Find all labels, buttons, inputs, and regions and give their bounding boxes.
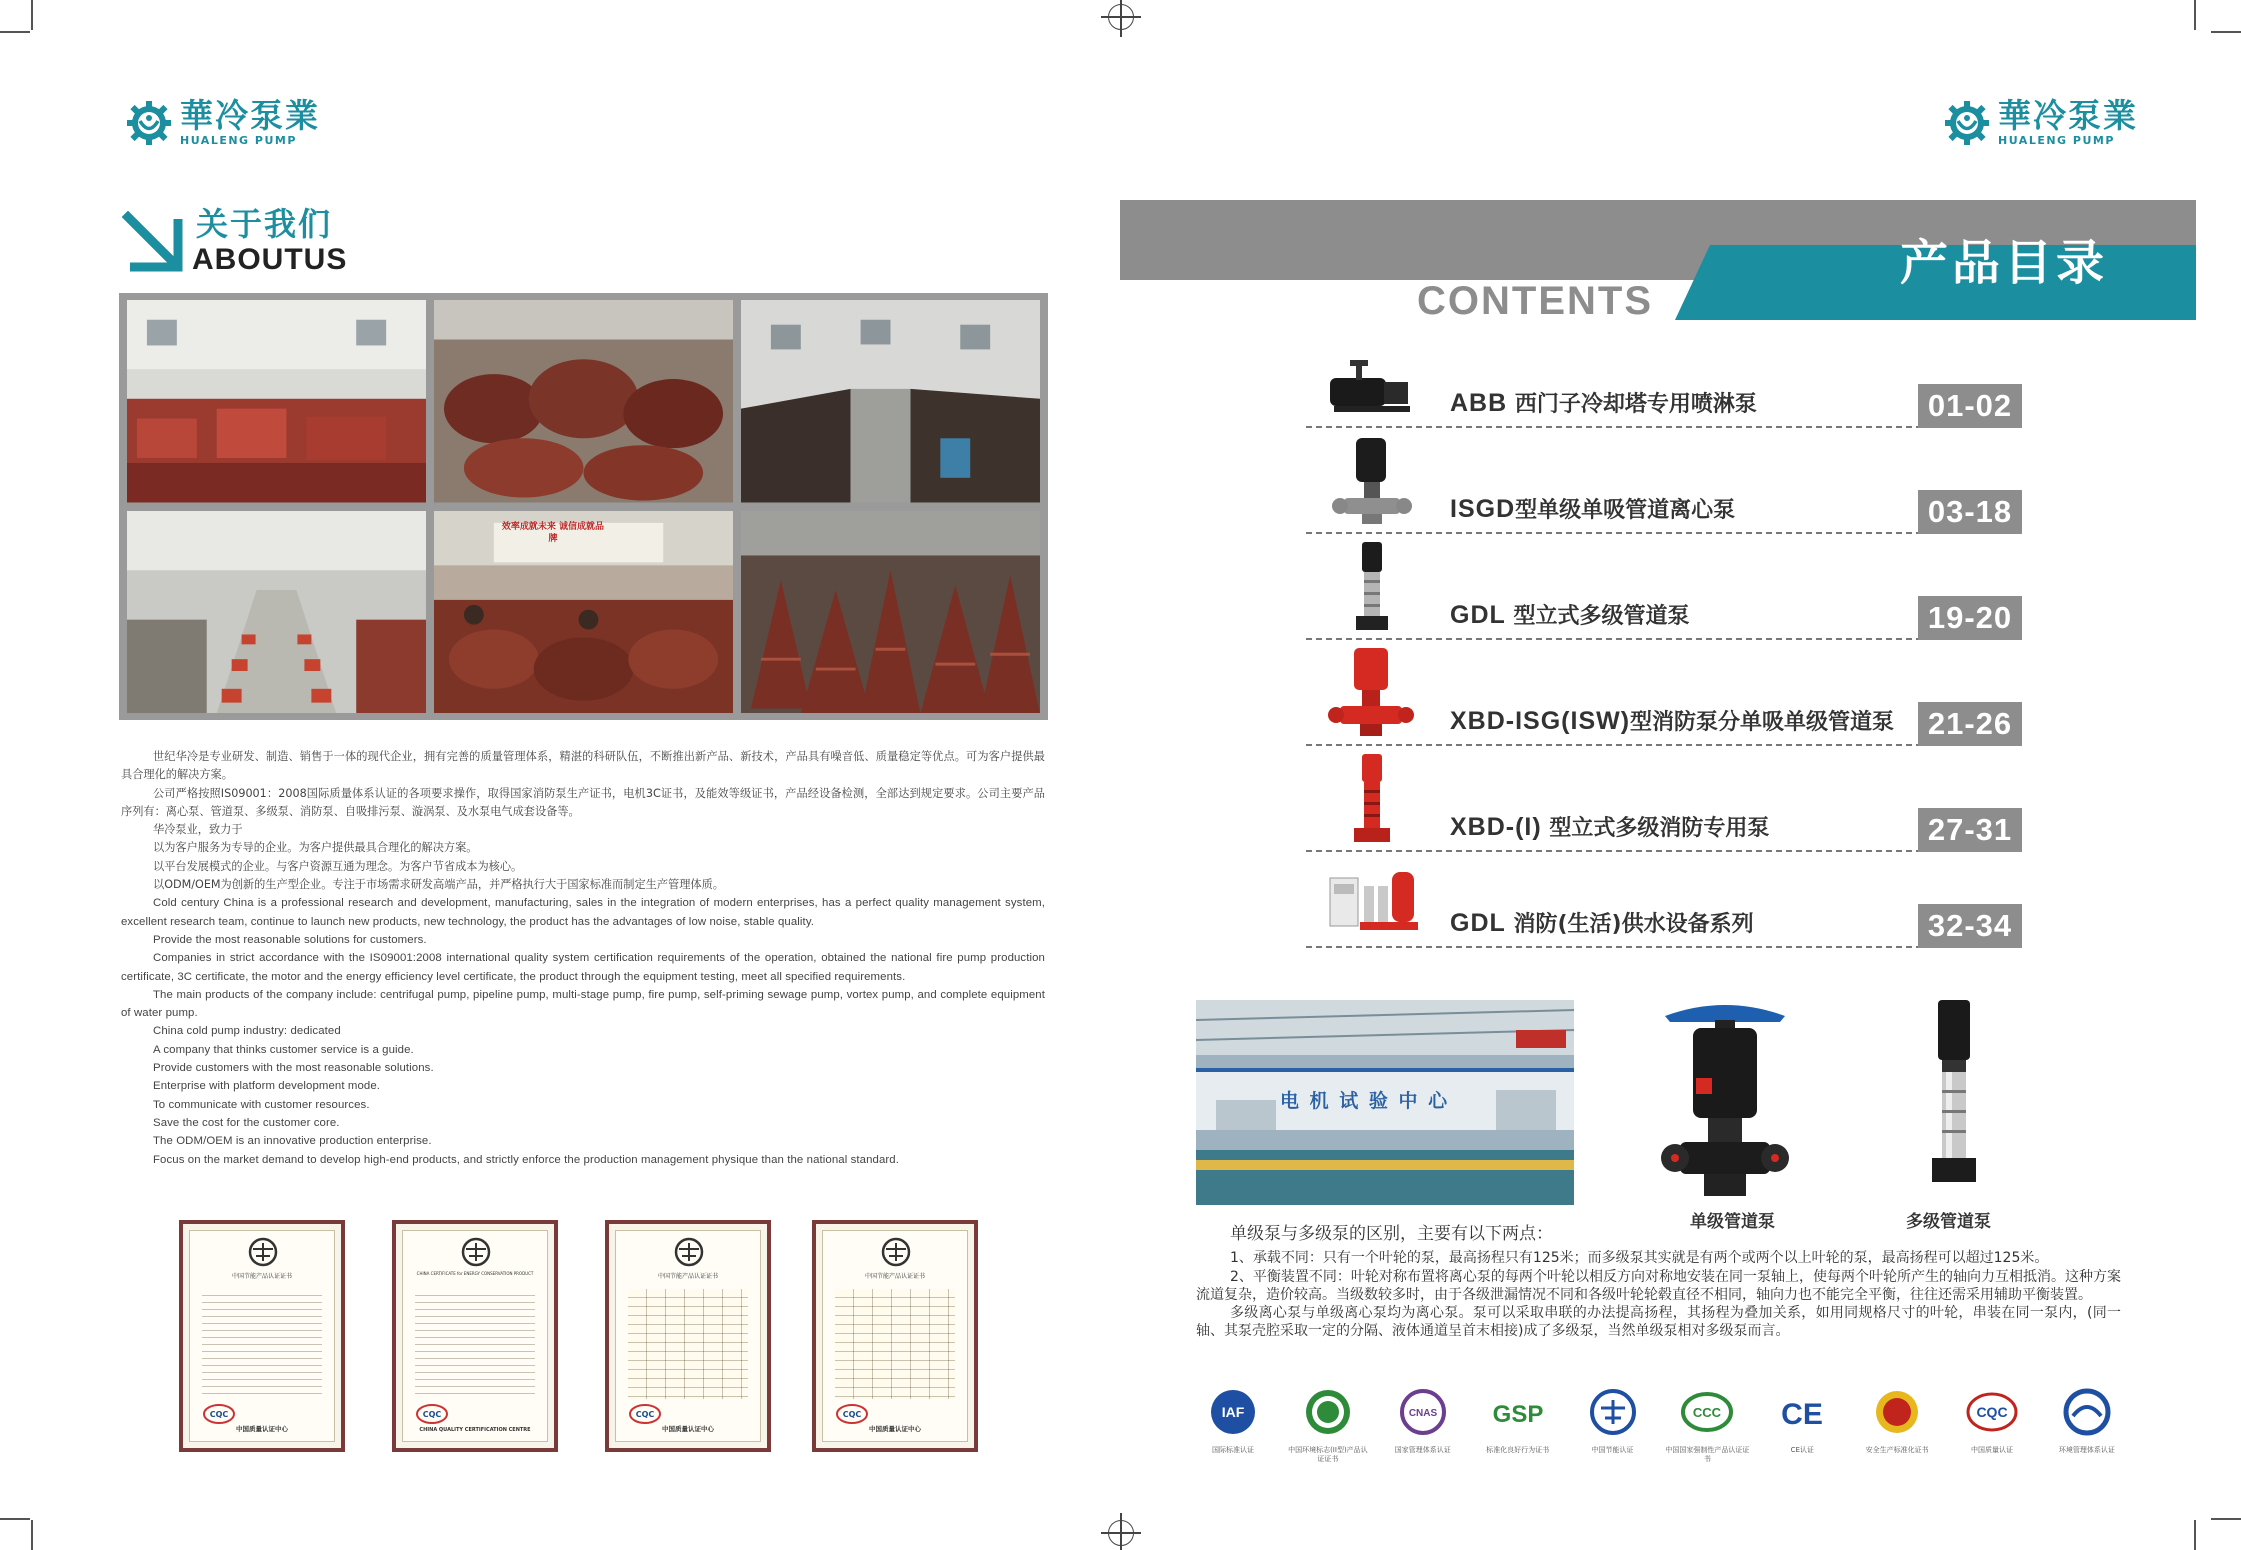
badge-cnas (1380, 1388, 1466, 1468)
single-stage-pump-image (1660, 998, 1790, 1203)
cqc-stamp-icon (628, 1403, 662, 1425)
toc-leader (1306, 946, 1922, 948)
factory-slogan-banner: 效率成就未来 诚信成就品牌 (501, 521, 605, 544)
toc-model: GDL (1450, 601, 1506, 629)
factory-photo-grid (119, 293, 1048, 720)
fire-pipeline-pump-icon (1326, 646, 1418, 742)
crop-mark (0, 31, 30, 33)
svg-text:CCC: CCC (1693, 1405, 1722, 1420)
pipeline-pump-icon (1326, 434, 1418, 530)
certificate-body (202, 1289, 322, 1399)
toc-name: 西门子冷却塔专用喷淋泵 (1514, 392, 1757, 417)
badge-label: 中国质量认证 (1971, 1446, 2013, 1454)
environmental-label-icon (1301, 1388, 1355, 1436)
svg-text:CQC: CQC (209, 1410, 229, 1419)
registration-mark (1108, 4, 1134, 30)
toc-pages: 19-20 (1918, 596, 2022, 640)
badge-ce (1759, 1388, 1845, 1468)
gear-logo-icon (126, 100, 172, 146)
badge-energy-saving (1570, 1388, 1656, 1468)
crop-mark (2211, 31, 2241, 33)
toc-pages: 32-34 (1918, 904, 2022, 948)
horizontal-pump-icon (1326, 344, 1418, 424)
toc-name: 型单级单吸管道离心泵 (1515, 498, 1736, 523)
intro-paragraph: 以平台发展模式的企业。与客户资源互通为理念。为客户节省成本为核心。 (153, 859, 523, 873)
badge-label: 安全生产标准化证书 (1865, 1446, 1929, 1454)
svg-text:IAF: IAF (1221, 1404, 1245, 1420)
toc-label (1450, 387, 1757, 418)
cqc-stamp-icon (835, 1403, 869, 1425)
cnas-icon (1396, 1388, 1450, 1436)
badge-env-management (2044, 1388, 2130, 1468)
toc-item[interactable] (1306, 534, 2022, 640)
ccc-icon (1680, 1388, 1734, 1436)
intro-paragraph: Provide customers with the most reasonable solutions. (153, 1062, 434, 1075)
gsp-icon (1491, 1388, 1545, 1436)
intro-paragraph: China cold pump industry: dedicated (153, 1025, 341, 1038)
badge-label: 中国环境标志(II型)产品认证证书 (1288, 1446, 1368, 1463)
certificate-body (415, 1289, 535, 1399)
certification-emblem-icon (458, 1237, 494, 1267)
toc-item[interactable] (1306, 640, 2022, 746)
intro-paragraph: Companies in strict accordance with the IS09001:2008 international quality system certification requirements of the operation, obtained the national fire pump production certificate, 3C certificate, the motor and the energy efficiency level certificate, the product through the equipment testing, meet all specified requirements. (121, 952, 1045, 983)
about-title-en: ABOUTUS (192, 243, 348, 276)
certificate-title: CHINA CERTIFICATE for ENERGY CONSERVATION PRODUCT (416, 1271, 534, 1276)
toc-pages: 01-02 (1918, 384, 2022, 428)
cqc-icon (1965, 1388, 2019, 1436)
intro-paragraph: A company that thinks customer service is a guide. (153, 1043, 414, 1056)
toc-item[interactable] (1306, 746, 2022, 852)
badge-label: 中国节能认证 (1591, 1446, 1634, 1454)
contents-title-cn: 产品目录 (1900, 235, 2109, 291)
factory-photo (127, 300, 426, 503)
water-supply-equipment-icon (1326, 864, 1422, 944)
crop-mark (2211, 1518, 2241, 1520)
intro-paragraph: 世纪华冷是专业研发、制造、销售于一体的现代企业，拥有完善的质量管理体系，精湛的科研队伍，不断推出新产品、新技术，产品具有噪音低、质量稳定等优点。可为客户提供最具合理化的解决方案。 (121, 750, 1045, 782)
toc-model: ISGD (1450, 495, 1516, 523)
certificate-footer: 中国质量认证中心 (869, 1425, 921, 1433)
brand-logo (1944, 98, 2138, 147)
brand-logo (126, 98, 320, 147)
certificate-title: 中国节能产品认证证书 (864, 1273, 925, 1280)
svg-text:CQC: CQC (842, 1410, 862, 1419)
difference-title: 单级泵与多级泵的区别，主要有以下两点： (1230, 1224, 1553, 1244)
intro-paragraph: The ODM/OEM is an innovative production enterprise. (153, 1135, 432, 1148)
toc-model: XBD-ISG(ISW) (1450, 707, 1631, 735)
toc-pages: 03-18 (1918, 490, 2022, 534)
crop-mark (0, 1518, 30, 1520)
about-title-cn: 关于我们 (196, 205, 333, 243)
fire-multistage-pump-icon (1326, 752, 1418, 848)
toc-label (1450, 811, 1769, 842)
intro-paragraph: 华冷泵业，致力于 (153, 823, 243, 837)
factory-photo (434, 511, 733, 714)
intro-paragraph: 以为客户服务为专导的企业。为客户提供最具合理化的解决方案。 (153, 841, 478, 855)
company-intro (121, 748, 1045, 1169)
toc-name: 型立式多级管道泵 (1505, 604, 1690, 629)
multi-stage-pump-image (1920, 998, 1990, 1188)
svg-text:CE: CE (1781, 1398, 1824, 1431)
certification-badges (1190, 1388, 2130, 1468)
certificate (392, 1220, 558, 1452)
intro-paragraph: To communicate with customer resources. (153, 1098, 370, 1111)
factory-photo (741, 300, 1040, 503)
badge-label: 国家管理体系认证 (1394, 1446, 1451, 1454)
toc-item[interactable] (1306, 428, 2022, 534)
toc-label (1450, 599, 1689, 630)
certificate-footer: 中国质量认证中心 (662, 1425, 714, 1433)
factory-photo (127, 511, 426, 714)
badge-environmental (1285, 1388, 1371, 1468)
badge-gsp (1475, 1388, 1561, 1468)
registration-mark (1108, 1520, 1134, 1546)
toc-name: 消防(生活)供水设备系列 (1513, 912, 1754, 937)
certificate-footer: 中国质量认证中心 (236, 1425, 288, 1433)
toc-label (1450, 705, 1894, 736)
toc-item[interactable] (1306, 852, 2022, 948)
svg-text:CQC: CQC (422, 1410, 442, 1419)
badge-cqc (1949, 1388, 2035, 1468)
certification-emblem-icon (245, 1237, 281, 1267)
intro-paragraph: 以ODM/OEM为创新的生产型企业。专注于市场需求研发高端产品，并严格执行大于国家标准而制定生产管理体质。 (153, 878, 724, 892)
factory-photo (741, 511, 1040, 714)
arrow-down-right-icon (122, 211, 184, 273)
certificate-table (835, 1289, 955, 1399)
intro-paragraph: Provide the most reasonable solutions for customers. (153, 933, 427, 946)
single-stage-pump-caption: 单级管道泵 (1690, 1212, 1775, 1232)
toc-pages: 21-26 (1918, 702, 2022, 746)
certificate-title: 中国节能产品认证证书 (231, 1273, 292, 1280)
svg-text:CNAS: CNAS (1408, 1408, 1437, 1419)
certificate (179, 1220, 345, 1452)
intro-paragraph: Focus on the market demand to develop high-end products, and strictly enforce the production management physique than the national standard. (153, 1153, 899, 1166)
brand-name-en: HUALENG PUMP (1998, 134, 2115, 147)
svg-text:GSP: GSP (1492, 1401, 1543, 1428)
badge-label: CE认证 (1790, 1446, 1814, 1454)
badge-label: 国际标准认证 (1212, 1446, 1254, 1454)
certificate-footer: CHINA QUALITY CERTIFICATION CENTRE (419, 1427, 531, 1433)
iaf-icon (1206, 1388, 1260, 1436)
toc-item[interactable] (1306, 338, 2022, 428)
pump-difference-text (1196, 1225, 2121, 1341)
badge-ccc (1664, 1388, 1750, 1468)
safety-icon (1870, 1388, 1924, 1436)
certificates-row (0, 1220, 1100, 1450)
certification-emblem-icon (671, 1237, 707, 1267)
vertical-multistage-pump-icon (1326, 540, 1418, 636)
certificate (812, 1220, 978, 1452)
crop-mark (2194, 1520, 2196, 1550)
env-management-icon (2060, 1388, 2114, 1436)
badge-safety (1854, 1388, 1940, 1468)
certificate-table (628, 1289, 748, 1399)
intro-paragraph: Save the cost for the customer core. (153, 1116, 340, 1129)
crop-mark (31, 0, 33, 30)
certificate-title: 中国节能产品认证证书 (657, 1273, 718, 1280)
crop-mark (2194, 0, 2196, 30)
intro-paragraph: Cold century China is a professional research and development, manufacturing, sales in the integration of modern enterprises, has a perfect quality management system, excellent research team, continue to launch new products, new technology, the product has the advantages of low noise, stable quality. (121, 897, 1045, 928)
difference-paragraph: 1、承载不同：只有一个叶轮的泵，最高扬程只有125米；而多级泵其实就是有两个或两个以上叶轮的泵，最高扬程可以超过125米。 (1230, 1250, 2049, 1267)
motor-test-center-photo (1196, 1000, 1574, 1205)
svg-text:CQC: CQC (1976, 1404, 2008, 1420)
energy-saving-icon (1586, 1388, 1640, 1436)
ce-icon (1775, 1388, 1829, 1436)
svg-text:CQC: CQC (635, 1410, 655, 1419)
toc-name: 型消防泵分单吸单级管道泵 (1630, 710, 1895, 735)
badge-label: 标准化良好行为证书 (1486, 1446, 1550, 1454)
brand-name-cn: 華冷泵業 (1998, 96, 2138, 135)
intro-paragraph: The main products of the company include: centrifugal pump, pipeline pump, multi-stage pump, fire pump, self-priming sewage pump, vortex pump, and complete equipment of water pump. (121, 988, 1045, 1020)
certification-emblem-icon (878, 1237, 914, 1267)
badge-iaf (1190, 1388, 1276, 1468)
contents-title-en: CONTENTS (1417, 279, 1653, 323)
toc-model: ABB (1450, 389, 1508, 417)
crop-mark (31, 1520, 33, 1550)
factory-photo (434, 300, 733, 503)
toc-label (1450, 493, 1735, 524)
toc-name: 型立式多级消防专用泵 (1541, 816, 1770, 841)
about-heading (122, 205, 347, 277)
cqc-stamp-icon (415, 1403, 449, 1425)
brand-name-cn: 華冷泵業 (180, 96, 320, 135)
toc-label (1450, 907, 1754, 938)
brand-name-en: HUALENG PUMP (180, 134, 297, 147)
badge-label: 中国国家强制性产品认证证书 (1665, 1446, 1750, 1463)
toc-model: GDL (1450, 909, 1506, 937)
test-center-sign: 电 机 试 验 中 心 (1280, 1090, 1450, 1112)
toc-model: XBD-(I) (1450, 813, 1542, 841)
gear-logo-icon (1944, 100, 1990, 146)
difference-paragraph: 多级离心泵与单级离心泵均为离心泵。泵可以采取串联的办法提高扬程，其扬程为叠加关系，如用同规格尺寸的叶轮，串装在同一泵内，(同一轴、其泵壳腔采取一定的分隔、液体通道呈首末相接)成了多级泵，当然单级泵相对多级泵而言。 (1196, 1305, 2121, 1340)
certificate (605, 1220, 771, 1452)
difference-paragraph: 2、平衡装置不同：叶轮对称布置将离心泵的每两个叶轮以相反方向对称地安装在同一泵轴上，使每两个叶轮所产生的轴向力互相抵消。这种方案流道复杂，造价较高。当级数较多时，由于各级泄漏情况不同和各级叶轮轮毂直径不相同，轴向力也不能完全平衡，往往还需采用辅助平衡装置。 (1196, 1268, 2121, 1303)
multi-stage-pump-caption: 多级管道泵 (1906, 1212, 1991, 1232)
intro-paragraph: Enterprise with platform development mode. (153, 1080, 381, 1093)
badge-label: 环境管理体系认证 (2058, 1446, 2115, 1454)
intro-paragraph: 公司严格按照IS09001：2008国际质量体系认证的各项要求操作，取得国家消防泵生产证书，电机3C证书，及能效等级证书，产品经设备检测，全部达到规定要求。公司主要产品序列有：离心泵、管道泵、多级泵、消防泵、自吸排污泵、漩涡泵、及水泵电气成套设备等。 (121, 786, 1045, 818)
cqc-stamp-icon (202, 1403, 236, 1425)
toc-pages: 27-31 (1918, 808, 2022, 852)
